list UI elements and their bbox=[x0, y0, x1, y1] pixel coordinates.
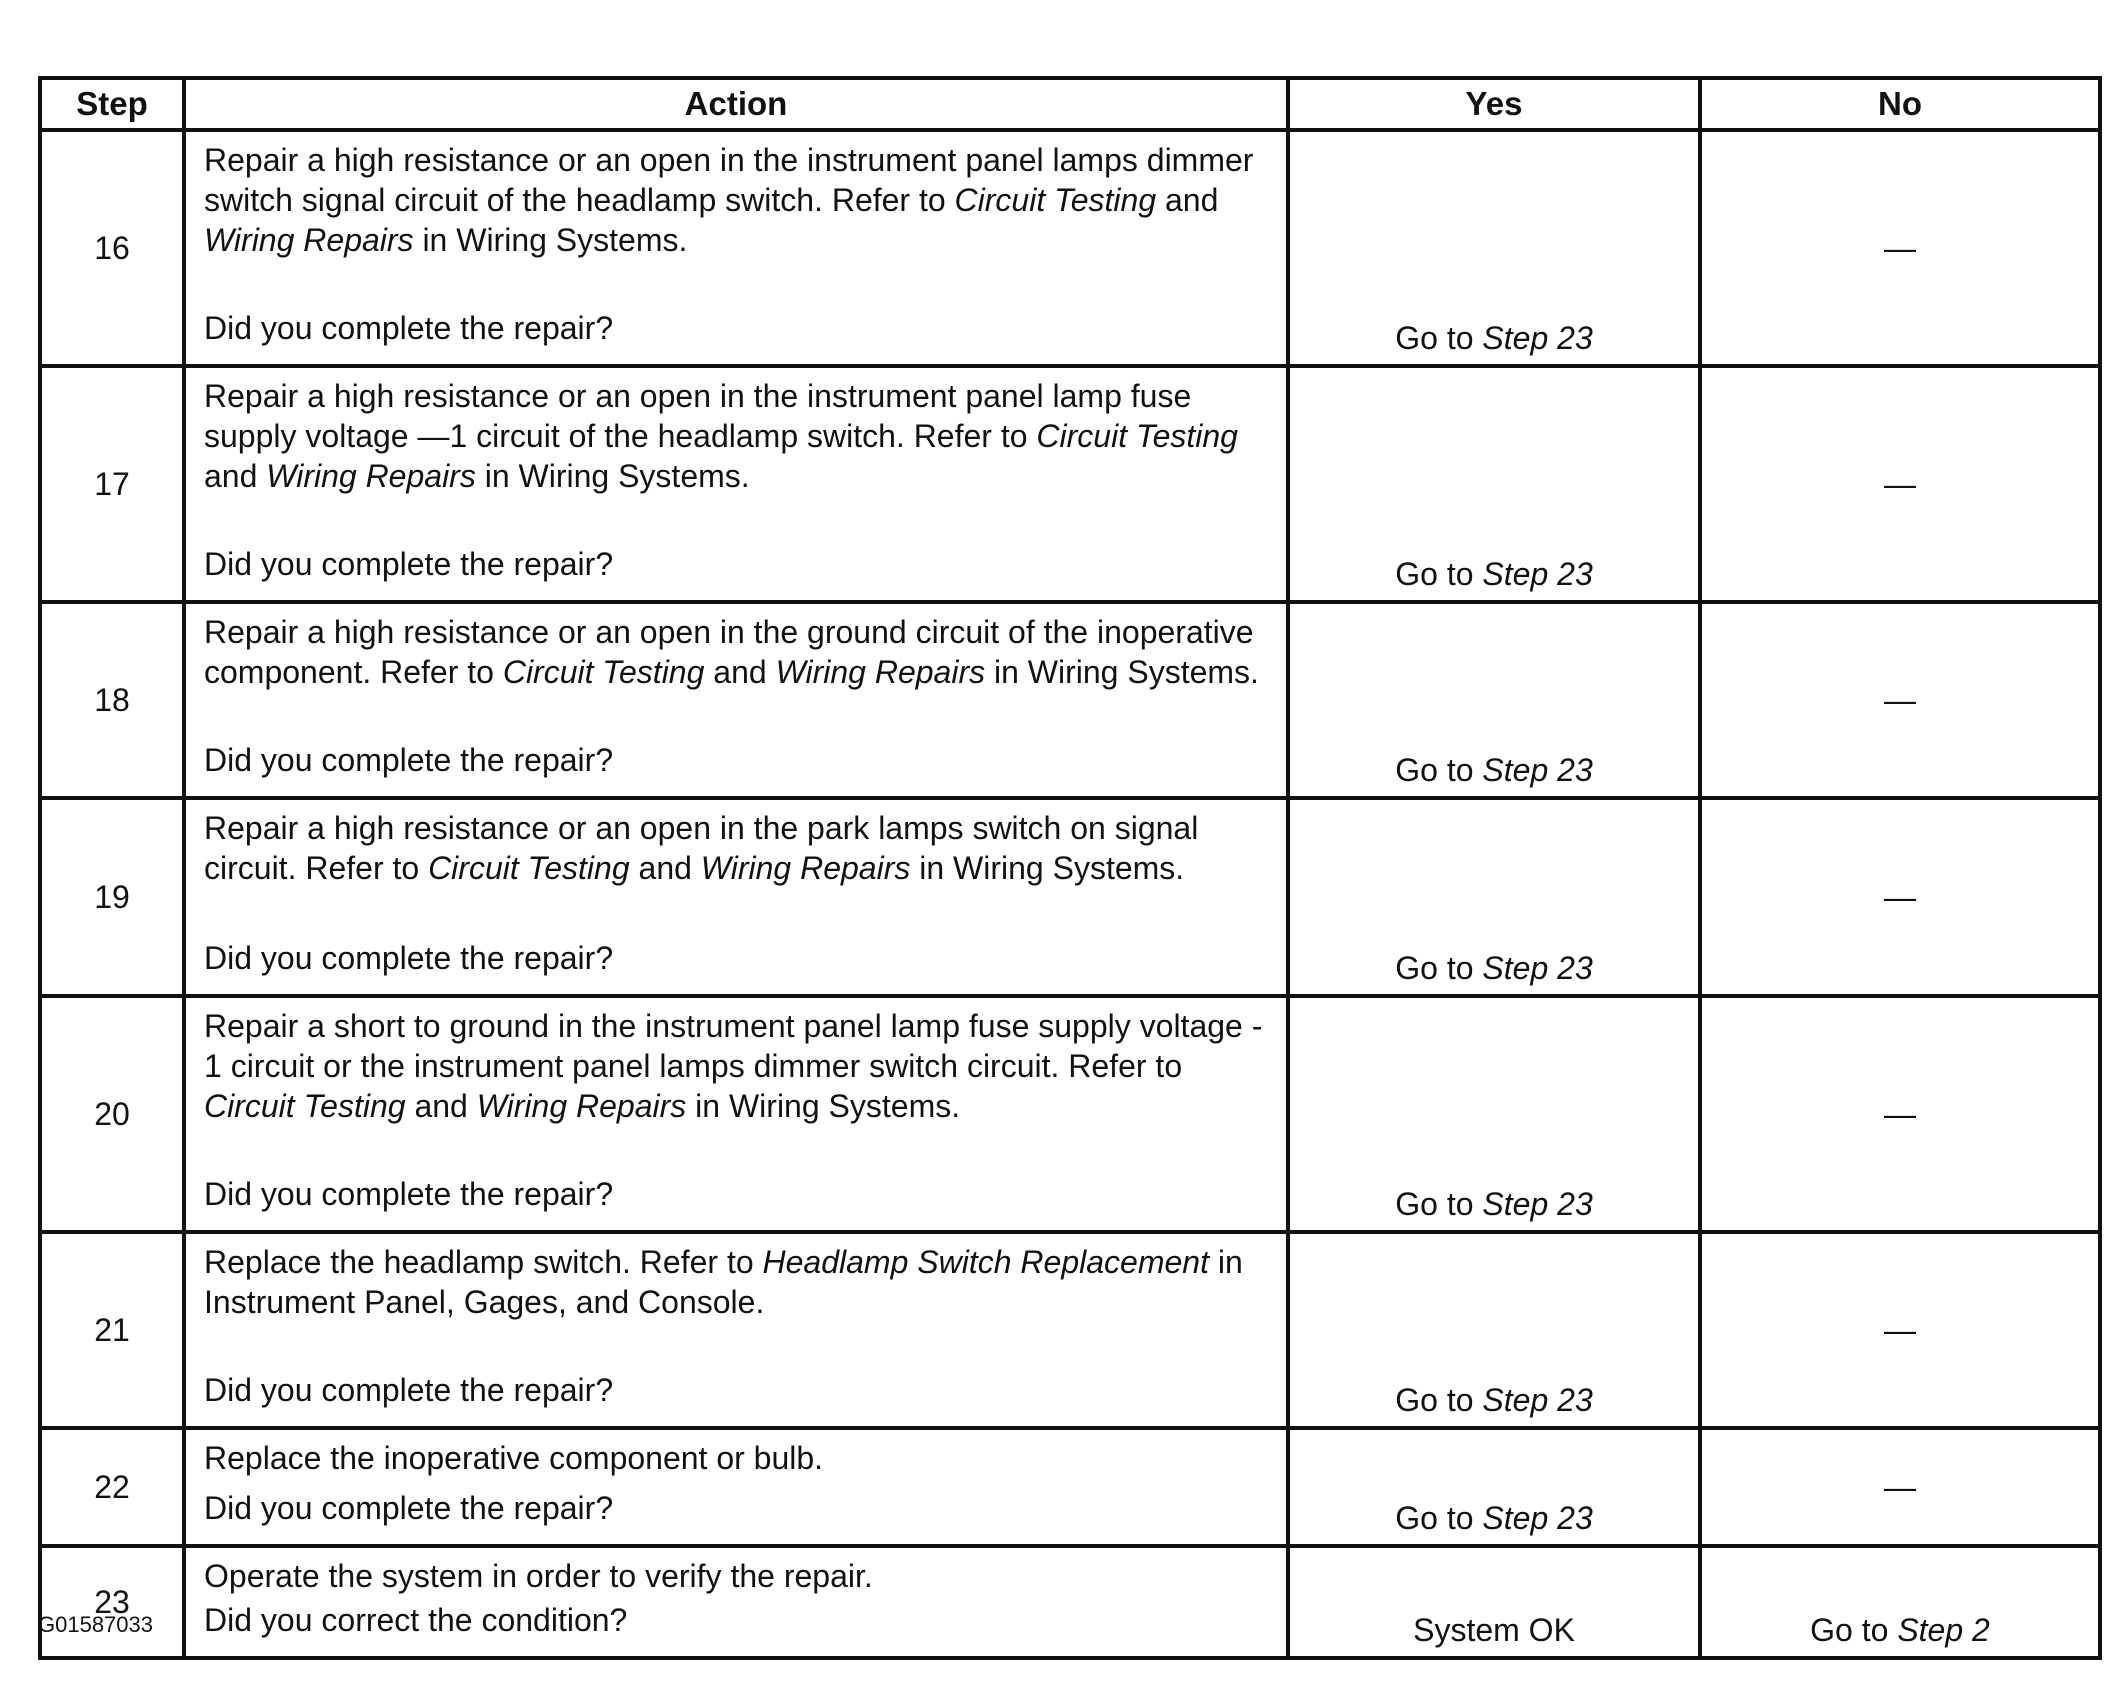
action-instruction bbox=[204, 1438, 1276, 1478]
action-instruction bbox=[204, 1242, 1276, 1322]
table-row bbox=[40, 1428, 2100, 1546]
diagnostic-table bbox=[38, 76, 2102, 1660]
no-result-dash: — bbox=[1700, 130, 2100, 366]
yes-result bbox=[1288, 996, 1700, 1232]
text-run: in Wiring Systems. bbox=[413, 222, 688, 258]
italic-reference: Step 23 bbox=[1482, 1500, 1593, 1536]
action-question: Did you correct the condition? bbox=[204, 1602, 628, 1638]
action-cell bbox=[184, 1232, 1288, 1428]
action-question: Did you complete the repair? bbox=[204, 742, 614, 778]
text-run: and bbox=[405, 1088, 477, 1124]
text-run: in Wiring Systems. bbox=[985, 654, 1259, 690]
action-content bbox=[204, 368, 1276, 584]
table-row bbox=[40, 1232, 2100, 1428]
action-instruction bbox=[204, 140, 1276, 260]
italic-reference: Wiring Repairs bbox=[204, 222, 414, 258]
action-question: Did you complete the repair? bbox=[204, 1372, 614, 1408]
action-cell bbox=[184, 130, 1288, 366]
text-run: and bbox=[629, 850, 701, 886]
table-row bbox=[40, 996, 2100, 1232]
text-run: Go to bbox=[1395, 950, 1483, 986]
no-result-dash: — bbox=[1700, 366, 2100, 602]
step-number: 23 bbox=[40, 1546, 184, 1658]
header-step: Step bbox=[40, 78, 184, 130]
italic-reference: Circuit Testing bbox=[204, 1088, 406, 1124]
step-number: 19 bbox=[40, 798, 184, 996]
text-run: Repair a short to ground in the instrument panel lamp fuse supply voltage - 1 circuit or the instrument panel lamps dimmer switch circuit. Refer to bbox=[204, 1008, 1263, 1084]
table-header-row bbox=[40, 78, 2100, 130]
text-run: Go to bbox=[1395, 752, 1483, 788]
text-run: in Wiring Systems. bbox=[686, 1088, 961, 1124]
action-cell bbox=[184, 798, 1288, 996]
text-run: Repair a high resistance or an open in the instrument panel lamp fuse supply voltage —1 circuit of the headlamp switch. Refer to bbox=[204, 378, 1192, 454]
italic-reference: Headlamp Switch Replacement bbox=[762, 1244, 1209, 1280]
no-result-dash: — bbox=[1700, 1428, 2100, 1546]
action-content bbox=[204, 604, 1276, 780]
text-run: System OK bbox=[1413, 1612, 1575, 1648]
italic-reference: Step 23 bbox=[1482, 1186, 1593, 1222]
yes-result bbox=[1288, 798, 1700, 996]
action-cell bbox=[184, 1546, 1288, 1658]
text-run: in Instrument Panel, Gages, and Console. bbox=[204, 1244, 1243, 1320]
text-run: Go to bbox=[1395, 1500, 1483, 1536]
action-instruction bbox=[204, 1556, 1276, 1596]
italic-reference: Wiring Repairs bbox=[476, 1088, 687, 1124]
action-content bbox=[204, 1430, 1276, 1528]
no-result-dash: — bbox=[1700, 602, 2100, 798]
action-cell bbox=[184, 996, 1288, 1232]
italic-reference: Wiring Repairs bbox=[700, 850, 911, 886]
action-content bbox=[204, 132, 1276, 348]
text-run: Operate the system in order to verify the repair. bbox=[204, 1558, 873, 1594]
yes-result bbox=[1288, 1546, 1700, 1658]
yes-result bbox=[1288, 602, 1700, 798]
action-content bbox=[204, 998, 1276, 1214]
action-question: Did you complete the repair? bbox=[204, 940, 614, 976]
text-run: Repair a high resistance or an open in the instrument panel lamps dimmer switch signal circuit of the headlamp switch. Refer to bbox=[204, 142, 1254, 218]
action-cell bbox=[184, 366, 1288, 602]
table-row bbox=[40, 602, 2100, 798]
yes-result bbox=[1288, 366, 1700, 602]
step-number: 20 bbox=[40, 996, 184, 1232]
action-instruction bbox=[204, 1006, 1276, 1126]
action-instruction bbox=[204, 612, 1276, 692]
yes-result bbox=[1288, 130, 1700, 366]
italic-reference: Wiring Repairs bbox=[775, 654, 986, 690]
action-cell bbox=[184, 602, 1288, 798]
yes-result bbox=[1288, 1428, 1700, 1546]
table-row bbox=[40, 1546, 2100, 1658]
action-cell bbox=[184, 1428, 1288, 1546]
action-question: Did you complete the repair? bbox=[204, 546, 614, 582]
action-question: Did you complete the repair? bbox=[204, 1490, 614, 1526]
italic-reference: Step 23 bbox=[1482, 950, 1593, 986]
action-content bbox=[204, 800, 1276, 978]
italic-reference: Step 23 bbox=[1482, 752, 1593, 788]
text-run: and bbox=[204, 458, 267, 494]
text-run: Replace the inoperative component or bulb. bbox=[204, 1440, 824, 1476]
action-instruction bbox=[204, 808, 1276, 888]
text-run: in Wiring Systems. bbox=[910, 850, 1185, 886]
action-content bbox=[204, 1548, 1276, 1640]
text-run: Go to bbox=[1395, 1382, 1483, 1418]
text-run: Replace the headlamp switch. Refer to bbox=[204, 1244, 763, 1280]
action-instruction bbox=[204, 376, 1276, 496]
action-content bbox=[204, 1234, 1276, 1410]
italic-reference: Step 23 bbox=[1482, 1382, 1593, 1418]
step-number: 18 bbox=[40, 602, 184, 798]
no-result-dash: — bbox=[1700, 1232, 2100, 1428]
italic-reference: Step 2 bbox=[1897, 1612, 1990, 1648]
step-number: 17 bbox=[40, 366, 184, 602]
header-action: Action bbox=[184, 78, 1288, 130]
italic-reference: Circuit Testing bbox=[502, 654, 705, 690]
table-row bbox=[40, 130, 2100, 366]
text-run: Repair a high resistance or an open in the park lamps switch on signal circuit. Refer to bbox=[204, 810, 1199, 886]
yes-result bbox=[1288, 1232, 1700, 1428]
text-run: and bbox=[1156, 182, 1219, 218]
action-question: Did you complete the repair? bbox=[204, 310, 614, 346]
text-run: Go to bbox=[1395, 320, 1483, 356]
header-yes: Yes bbox=[1288, 78, 1700, 130]
action-question: Did you complete the repair? bbox=[204, 1176, 614, 1212]
italic-reference: Circuit Testing bbox=[428, 850, 630, 886]
figure-id: G01587033 bbox=[38, 1612, 153, 1637]
table-row bbox=[40, 798, 2100, 996]
step-number: 22 bbox=[40, 1428, 184, 1546]
table-row bbox=[40, 366, 2100, 602]
text-run: and bbox=[704, 654, 776, 690]
table-body bbox=[40, 130, 2100, 1658]
text-run: Go to bbox=[1395, 556, 1483, 592]
italic-reference: Wiring Repairs bbox=[266, 458, 476, 494]
no-result-dash: — bbox=[1700, 798, 2100, 996]
italic-reference: Step 23 bbox=[1482, 320, 1593, 356]
text-run: Go to bbox=[1395, 1186, 1483, 1222]
header-no: No bbox=[1700, 78, 2100, 130]
no-result-dash: — bbox=[1700, 996, 2100, 1232]
italic-reference: Circuit Testing bbox=[1036, 418, 1238, 454]
text-run: in Wiring Systems. bbox=[475, 458, 750, 494]
no-result bbox=[1700, 1546, 2100, 1658]
text-run: Repair a high resistance or an open in the ground circuit of the inoperative component. Refer to bbox=[204, 614, 1254, 690]
italic-reference: Circuit Testing bbox=[954, 182, 1157, 218]
step-number: 21 bbox=[40, 1232, 184, 1428]
step-number: 16 bbox=[40, 130, 184, 366]
text-run: Go to bbox=[1810, 1612, 1898, 1648]
italic-reference: Step 23 bbox=[1482, 556, 1593, 592]
